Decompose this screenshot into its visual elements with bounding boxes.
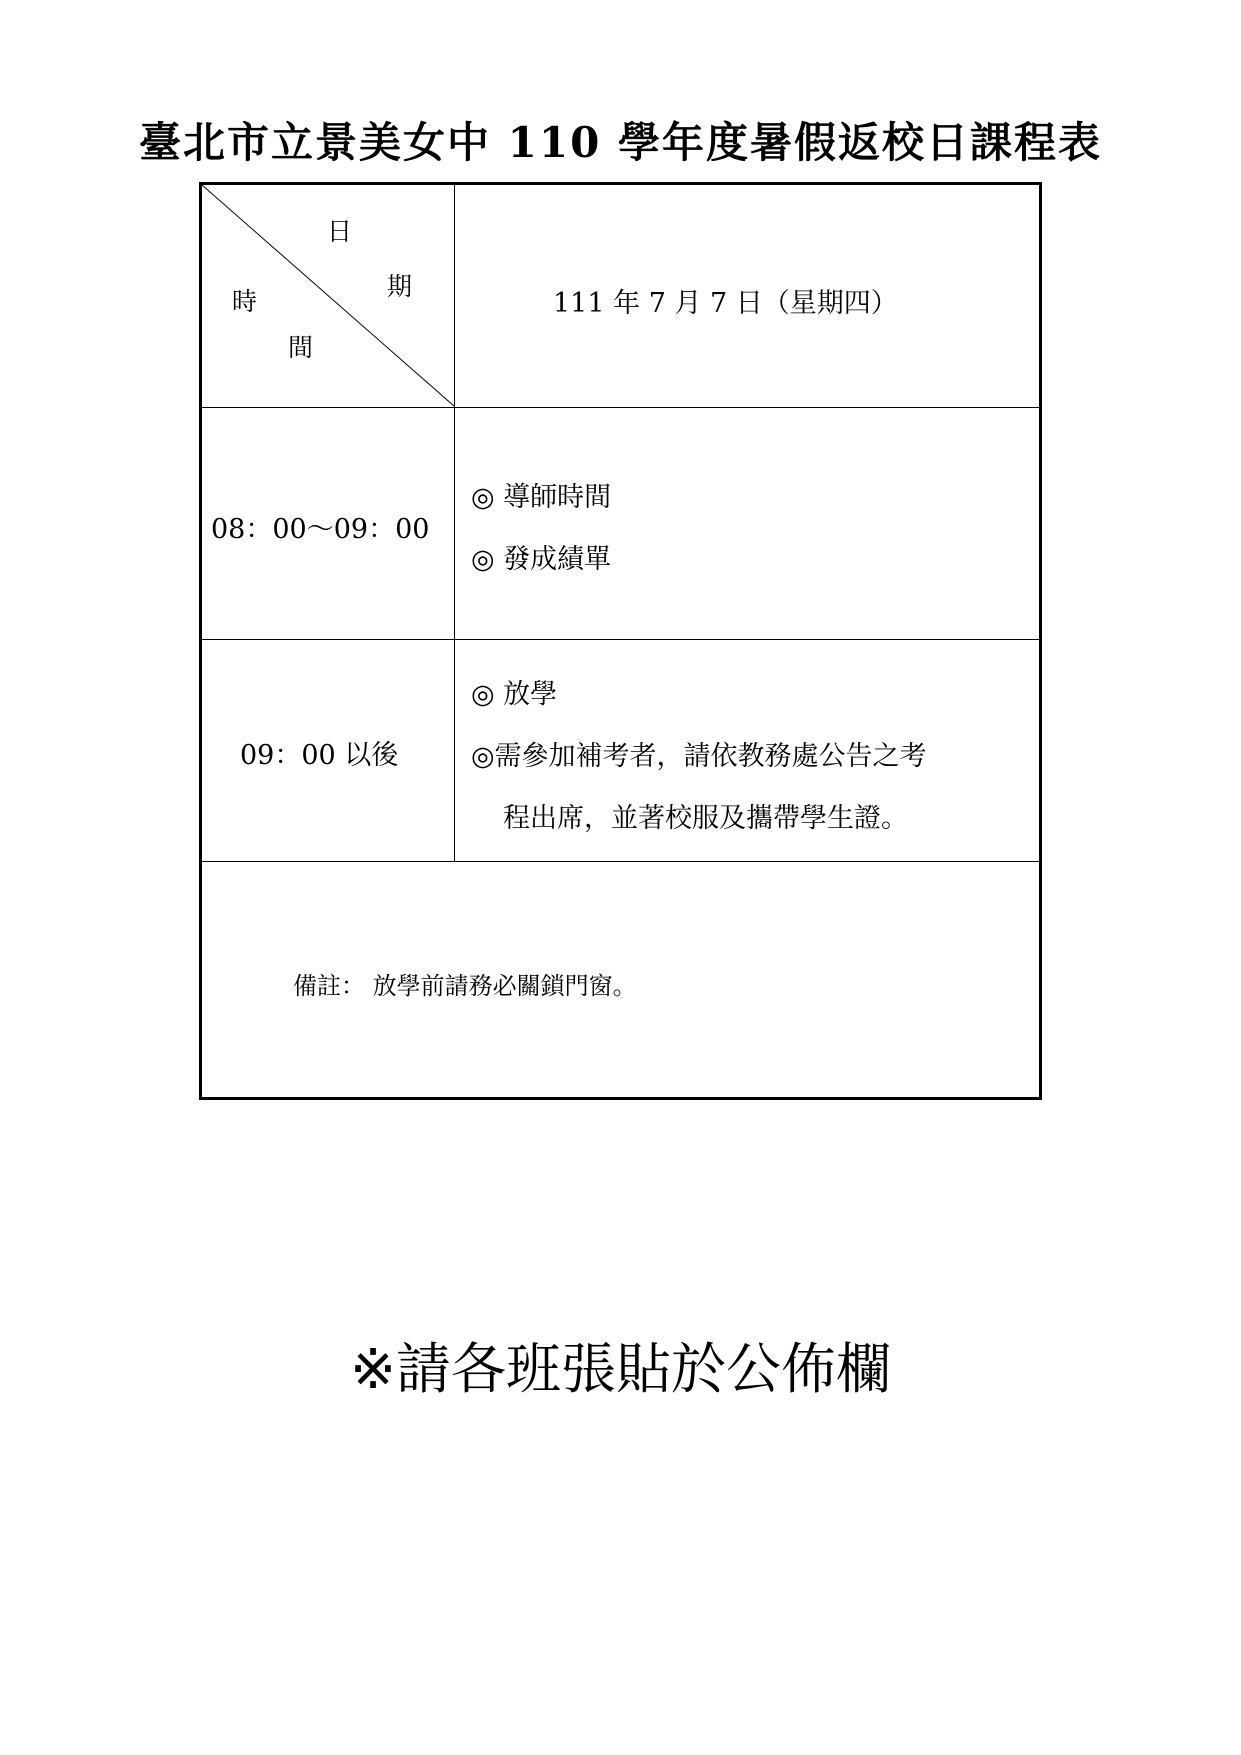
row-1-time: 08：00～09：00 (211, 514, 430, 545)
corner-time-char-1: 時 (232, 287, 258, 316)
row-2-time: 09：00 以後 (240, 740, 399, 771)
row-divider (202, 407, 1039, 408)
bulletin-notice: ※請各班張貼於公佈欄 (349, 1337, 892, 1401)
remark-text: 備註： 放學前請務必關鎖門窗。 (293, 972, 637, 1000)
row-2-item-3: 程出席，並著校服及攜帶學生證。 (503, 803, 908, 834)
corner-time-char-2: 間 (288, 333, 314, 362)
schedule-table (199, 182, 1042, 1100)
column-divider (454, 185, 455, 862)
corner-date-char-1: 日 (327, 217, 353, 246)
row-2-item-1: ◎ 放學 (471, 679, 558, 710)
corner-date-char-2: 期 (387, 272, 413, 301)
date-header: 111 年 7 月 7 日（星期四） (553, 288, 898, 319)
row-2-item-2: ◎需參加補考者，請依教務處公告之考 (471, 741, 927, 772)
row-1-item-2: ◎ 發成績單 (471, 544, 612, 575)
row-divider (202, 861, 1039, 862)
row-1-item-1: ◎ 導師時間 (471, 482, 612, 513)
row-divider (202, 639, 1039, 640)
page-title: 臺北市立景美女中 110 學年度暑假返校日課程表 (139, 118, 1102, 167)
